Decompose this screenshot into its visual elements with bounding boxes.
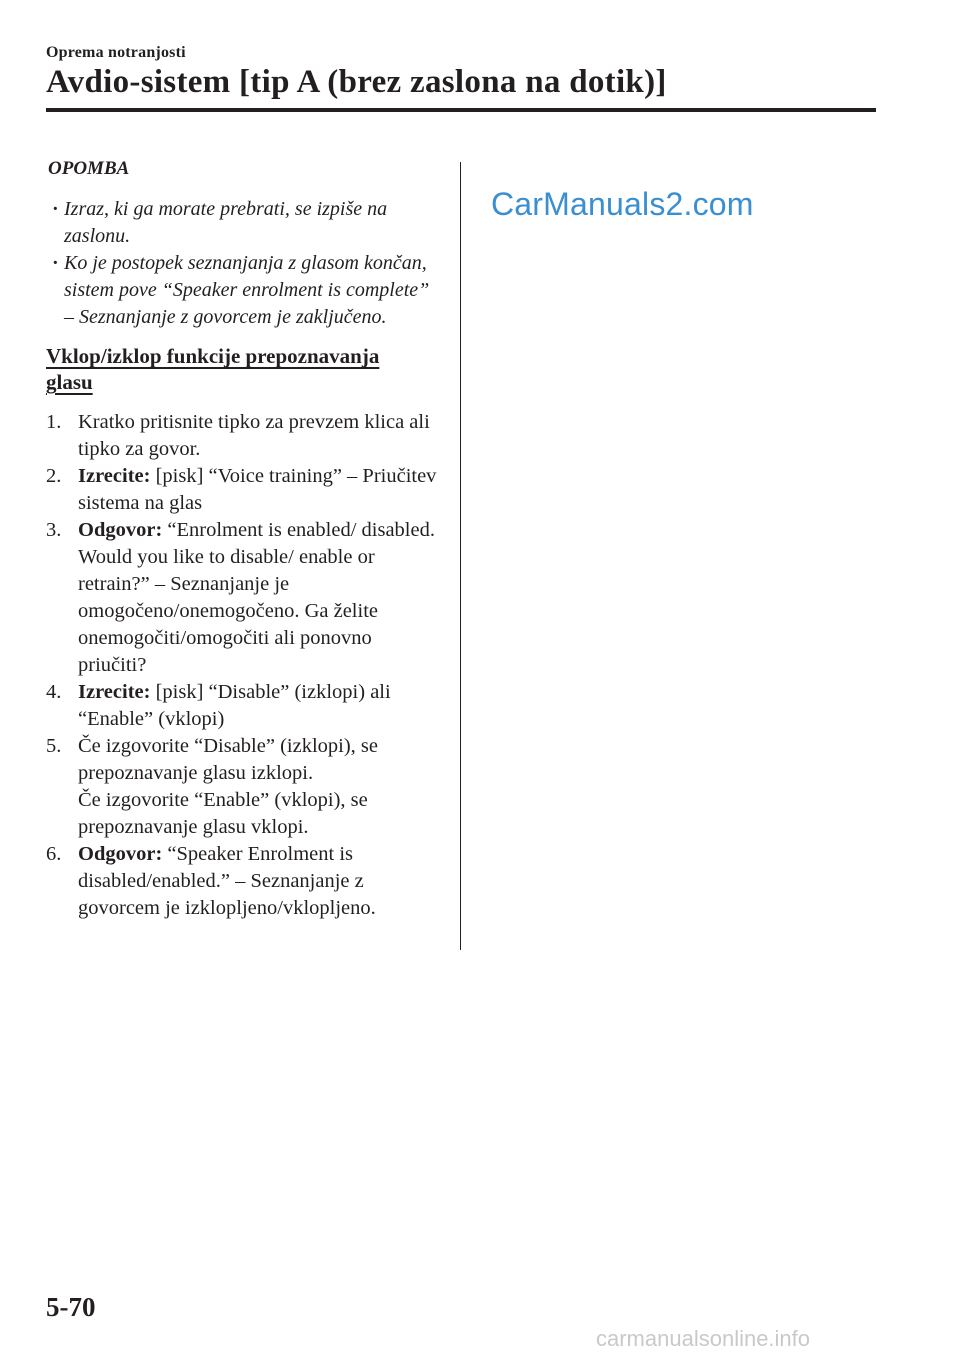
step-item xyxy=(46,463,442,517)
note-item-text: Izraz, ki ga morate prebrati, se izpiše na zaslonu. xyxy=(64,198,388,247)
step-lead: Izrecite: xyxy=(78,681,151,703)
note-item xyxy=(46,250,442,331)
step-lead: Odgovor: xyxy=(78,519,163,541)
step-number: 4. xyxy=(46,681,62,703)
footer-watermark: carmanualsonline.info xyxy=(596,1326,811,1351)
steps-list xyxy=(46,409,442,922)
step-text-continued: Če izgovorite “Enable” (vklopi), se prepoznavanje glasu vklopi. xyxy=(78,789,368,838)
page-title: Avdio-sistem [tip A (brez zaslona na dotik)] xyxy=(46,64,667,100)
watermark-link[interactable]: CarManuals2.com xyxy=(491,186,754,222)
step-number: 3. xyxy=(46,519,62,541)
step-item xyxy=(46,841,442,922)
title-rule xyxy=(46,108,876,112)
step-text: “Enrolment is enabled/ disabled. Would you like to disable/ enable or retrain?” – Seznanjanje je omogočeno/onemogočeno. Ga želite onemogočiti/omogočiti ali ponovno priučiti? xyxy=(78,519,435,676)
left-column xyxy=(46,158,442,922)
note-list xyxy=(46,196,442,331)
step-number: 6. xyxy=(46,843,62,865)
note-heading: OPOMBA xyxy=(48,158,130,179)
section-label: Oprema notranjosti xyxy=(46,44,186,61)
subheading-wrap xyxy=(46,343,416,395)
step-number: 1. xyxy=(46,411,62,433)
step-text: [pisk] “Disable” (izklopi) ali “Enable” (vklopi) xyxy=(78,681,391,730)
column-divider xyxy=(460,162,461,950)
step-item xyxy=(46,679,442,733)
step-text: [pisk] “Voice training” – Priučitev sistema na glas xyxy=(78,465,437,514)
note-item xyxy=(46,196,442,250)
bullet-icon: · xyxy=(52,198,59,220)
step-text: Kratko pritisnite tipko za prevzem klica ali tipko za govor. xyxy=(78,411,430,460)
step-lead: Izrecite: xyxy=(78,465,151,487)
step-number: 5. xyxy=(46,735,62,757)
page-number: 5-70 xyxy=(46,1292,96,1322)
note-item-text: Ko je postopek seznanjanja z glasom končan, sistem pove “Speaker enrolment is complete” – Seznanjanje z govorcem je zaključeno. xyxy=(64,252,430,328)
bullet-icon: · xyxy=(52,252,59,274)
step-text: Če izgovorite “Disable” (izklopi), se prepoznavanje glasu izklopi. xyxy=(78,735,378,784)
step-number: 2. xyxy=(46,465,62,487)
step-lead: Odgovor: xyxy=(78,843,163,865)
step-item xyxy=(46,409,442,463)
step-item xyxy=(46,517,442,679)
section-heading: Vklop/izklop funkcije prepoznavanja glasu xyxy=(46,344,380,394)
step-text: “Speaker Enrolment is disabled/enabled.” – Seznanjanje z govorcem je izklopljeno/vklopljeno. xyxy=(78,843,376,919)
step-item xyxy=(46,733,442,841)
